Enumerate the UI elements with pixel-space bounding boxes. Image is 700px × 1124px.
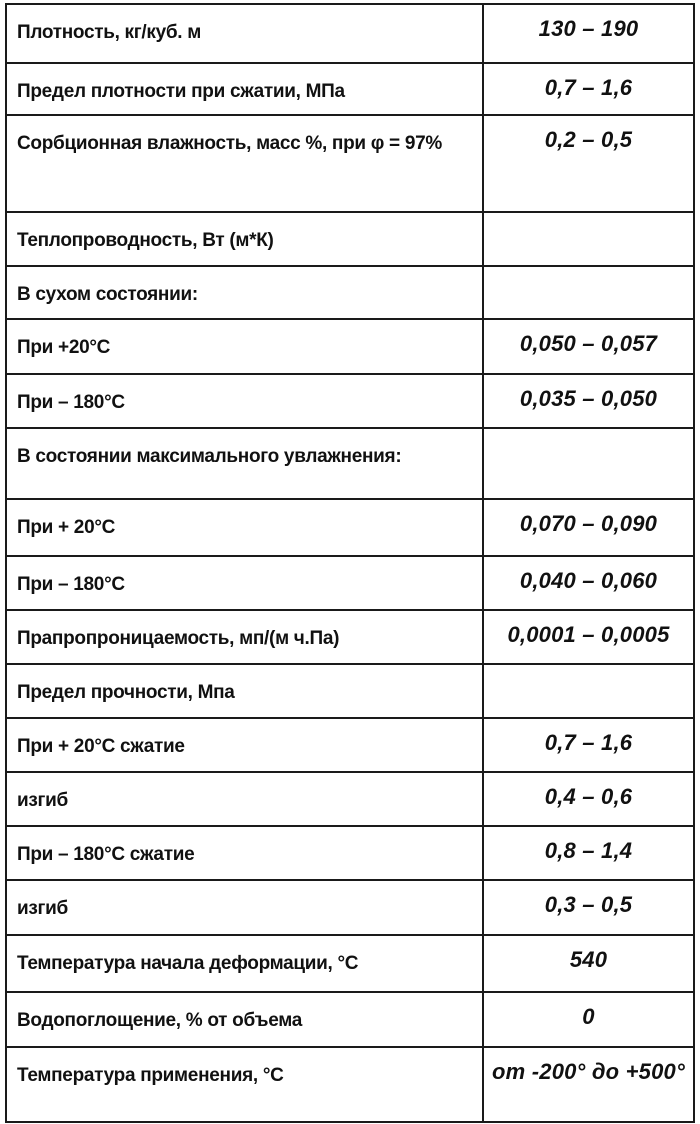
table-row bbox=[6, 4, 694, 63]
table-row bbox=[6, 319, 694, 374]
value-cell: 0,3 – 0,5 bbox=[483, 880, 694, 935]
parameter-cell: изгиб bbox=[6, 880, 483, 935]
table-row bbox=[6, 499, 694, 556]
parameter-cell: Предел плотности при сжатии, МПа bbox=[6, 63, 483, 115]
parameter-cell: В состоянии максимального увлажнения: bbox=[6, 428, 483, 499]
value-cell: 540 bbox=[483, 935, 694, 992]
value-cell bbox=[483, 212, 694, 266]
parameter-cell: В сухом состоянии: bbox=[6, 266, 483, 319]
value-cell: от -200° до +500° bbox=[483, 1047, 694, 1122]
table-row bbox=[6, 772, 694, 826]
value-cell: 0 bbox=[483, 992, 694, 1047]
parameter-cell: Теплопроводность, Вт (м*К) bbox=[6, 212, 483, 266]
table-row bbox=[6, 1047, 694, 1122]
value-cell: 0,8 – 1,4 bbox=[483, 826, 694, 880]
parameter-cell: Температура применения, °С bbox=[6, 1047, 483, 1122]
value-cell: 0,035 – 0,050 bbox=[483, 374, 694, 428]
parameter-cell: Температура начала деформации, °С bbox=[6, 935, 483, 992]
table-row bbox=[6, 374, 694, 428]
table-row bbox=[6, 115, 694, 212]
table-row bbox=[6, 556, 694, 610]
table-row bbox=[6, 610, 694, 664]
value-cell: 0,070 – 0,090 bbox=[483, 499, 694, 556]
table-row bbox=[6, 63, 694, 115]
parameter-cell: При + 20°С bbox=[6, 499, 483, 556]
properties-table bbox=[5, 3, 695, 1123]
parameter-cell: При + 20°С сжатие bbox=[6, 718, 483, 772]
table-row bbox=[6, 826, 694, 880]
value-cell bbox=[483, 428, 694, 499]
parameter-cell: Сорбционная влажность, масс %, при φ = 97% bbox=[6, 115, 483, 212]
value-cell: 0,040 – 0,060 bbox=[483, 556, 694, 610]
table-row bbox=[6, 992, 694, 1047]
value-cell: 0,7 – 1,6 bbox=[483, 63, 694, 115]
parameter-cell: Водопоглощение, % от объема bbox=[6, 992, 483, 1047]
value-cell bbox=[483, 664, 694, 718]
value-cell: 0,2 – 0,5 bbox=[483, 115, 694, 212]
value-cell bbox=[483, 266, 694, 319]
table-row bbox=[6, 664, 694, 718]
value-cell: 0,7 – 1,6 bbox=[483, 718, 694, 772]
parameter-cell: При +20°С bbox=[6, 319, 483, 374]
value-cell: 0,4 – 0,6 bbox=[483, 772, 694, 826]
parameter-cell: изгиб bbox=[6, 772, 483, 826]
parameter-cell: При – 180°С сжатие bbox=[6, 826, 483, 880]
table-row bbox=[6, 212, 694, 266]
parameter-cell: При – 180°С bbox=[6, 556, 483, 610]
table-row bbox=[6, 428, 694, 499]
parameter-cell: Плотность, кг/куб. м bbox=[6, 4, 483, 63]
parameter-cell: Прапропроницаемость, мп/(м ч.Па) bbox=[6, 610, 483, 664]
table-row bbox=[6, 266, 694, 319]
parameter-cell: При – 180°С bbox=[6, 374, 483, 428]
value-cell: 0,050 – 0,057 bbox=[483, 319, 694, 374]
table-row bbox=[6, 880, 694, 935]
table-row bbox=[6, 935, 694, 992]
value-cell: 130 – 190 bbox=[483, 4, 694, 63]
parameter-cell: Предел прочности, Мпа bbox=[6, 664, 483, 718]
value-cell: 0,0001 – 0,0005 bbox=[483, 610, 694, 664]
table-row bbox=[6, 718, 694, 772]
